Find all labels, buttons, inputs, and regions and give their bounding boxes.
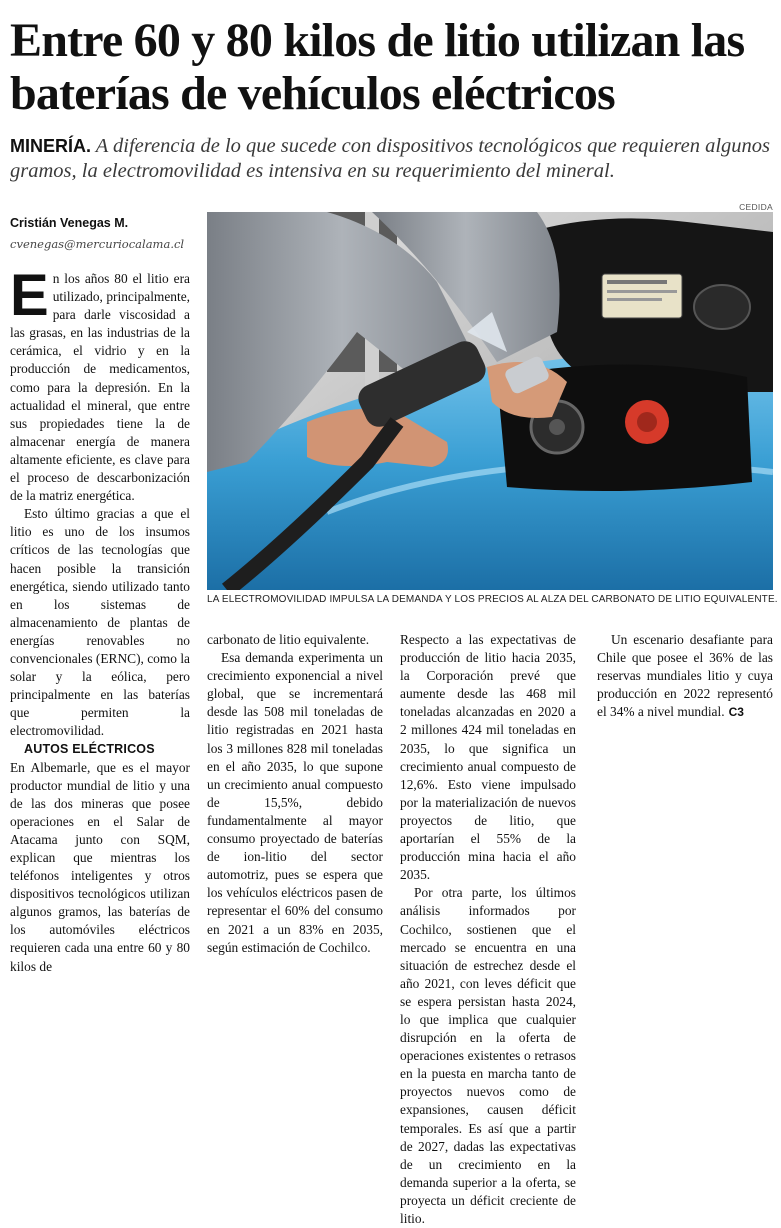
- paragraph-4: Esa demanda experimenta un crecimiento exponencial a nivel global, que se incrementará desde las 508 mil toneladas de litio registradas en 2021 hasta los 3 millones 828 mil toneladas en el año 2035, lo que supone un crecimiento anual compuesto de 15,5%, debido fundamentalmente al mayor consumo proyectado de baterías de ion-litio del sector automotriz, pues se espera que los vehículos eléctricos pasen de representar el 60% del consumo en 2021 a un 83% en 2035, según estimación de Cochilco.: [207, 650, 383, 955]
- paragraph-5: Respecto a las expectativas de producción de litio hacia 2035, la Corporación prevé que aumente desde las 468 mil toneladas alcanzadas en 2020 a 2 millones 424 mil toneladas en 2035, lo que significa un crecimiento anual compuesto de 12,6%. Esto viene impulsado por la materialización de nuevos proyectos de litio, que aportarían el 55% de la producción mina hacia el año 2035.: [400, 632, 576, 883]
- column-2: [207, 631, 383, 957]
- paragraph-3-continued: carbonato de litio equivalente.: [207, 632, 370, 647]
- column-3: [400, 631, 576, 1228]
- photo-credit: CEDIDA: [739, 202, 773, 212]
- paragraph-6: Por otra parte, los últimos análisis informados por Cochilco, sostienen que el mercado se encuentra en una situación de estrechez desde el año 2021, con leves déficit que se espera persistan hasta 2024, lo que implica que cualquier disrupción en la oferta de operaciones existentes o retrasos en la puesta en marcha tanto de proyectos nuevos como de expansiones, causen déficit temporales. Es así que a partir de 2027, dadas las expectativas de un crecimiento en la demanda superior a la oferta, se proyecta un déficit creciente de litio.: [400, 885, 576, 1226]
- paragraph-1: [10, 263, 190, 505]
- end-mark: C3: [728, 705, 744, 720]
- section-subhead: AUTOS ELÉCTRICOS: [24, 742, 155, 757]
- byline: Cristián Venegas M.: [10, 216, 129, 230]
- deck: [10, 134, 775, 184]
- author-email: cvenegas@mercuriocalama.cl: [10, 237, 185, 251]
- photo-illustration: [207, 212, 773, 590]
- deck-text: A diferencia de lo que sucede con dispositivos tecnológicos que requieren algunos gramos, la electromovilidad es intensiva en su requerimiento del mineral.: [10, 135, 771, 182]
- paragraph-1-text: n los años 80 el litio era utilizado, principalmente, para darle viscosidad a las grasas, en las industrias de la cerámica, el vidrio y en la producción de medicamentos, como para la depresión. En la actualidad el mineral, que entre sus propiedades tiene la de almacenar energía de manera altamente eficiente, es clave para el proceso de descarbonización de la matriz energética.: [10, 271, 190, 504]
- paragraph-7-text: Un escenario desafiante para Chile que posee el 36% de las reservas mundiales litio y cuya producción en 2022 representó el 34% a nivel mundial.: [597, 632, 773, 720]
- paragraph-2: Esto último gracias a que el litio es uno de los insumos críticos de las tecnologías que hacen posible la transición energética, siendo utilizado tanto en los sistemas de almacenamiento de plantas de energías renovables no convencionales (ERNC), como la solar y la eólica, pero principalmente en las baterías que permiten la electromovilidad.: [10, 506, 190, 739]
- ev-charging-photo: [207, 212, 773, 590]
- column-1: [10, 263, 190, 976]
- drop-cap: E: [10, 263, 49, 328]
- photo-caption: LA ELECTROMOVILIDAD IMPULSA LA DEMANDA Y LOS PRECIOS AL ALZA DEL CARBONATO DE LITIO EQUIVALENTE.: [207, 594, 778, 605]
- headline: Entre 60 y 80 kilos de litio utilizan las baterías de vehículos eléctricos: [10, 14, 745, 120]
- paragraph-7: [597, 631, 773, 721]
- section-kicker: MINERÍA.: [10, 136, 91, 156]
- column-4: [597, 631, 773, 721]
- paragraph-3: En Albemarle, que es el mayor productor mundial de litio y una de las dos mineras que posee operaciones en el Salar de Atacama junto con SQM, explican que mientras los teléfonos inteligentes y otros dispositivos tecnológicos utilizan algunos gramos, las baterías de los automóviles eléctricos requieren cada una entre 60 y 80 kilos de: [10, 759, 190, 974]
